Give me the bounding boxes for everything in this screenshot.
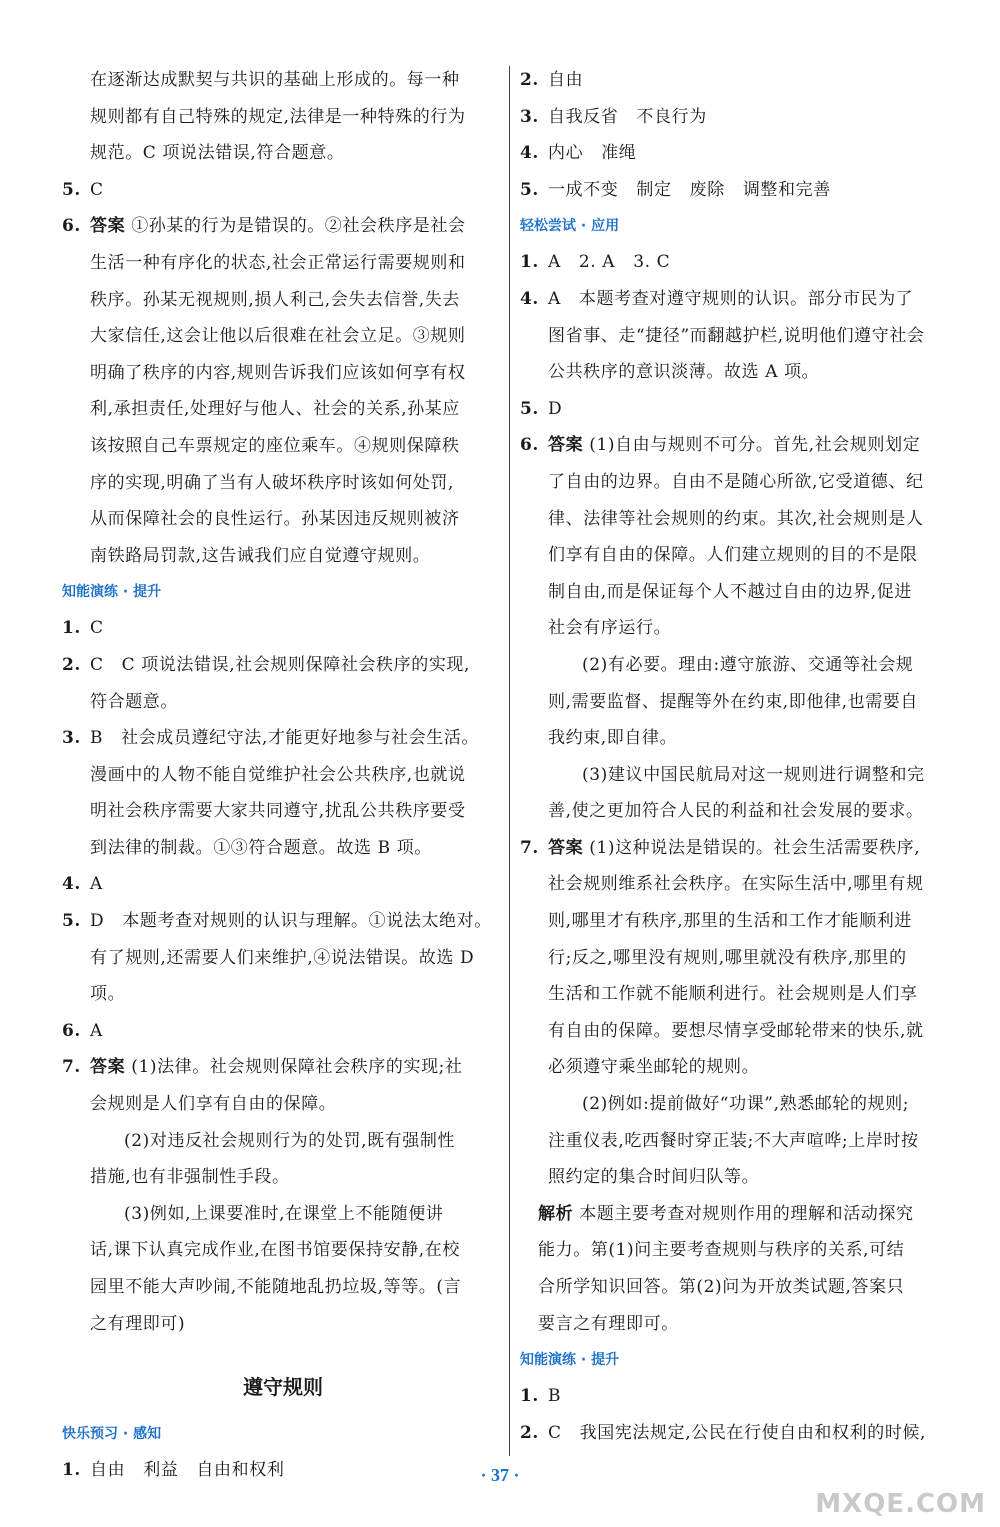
left-column — [62, 62, 504, 1489]
text-line — [548, 866, 952, 903]
line-text: 会规则是人们享有自由的保障。 — [90, 1094, 337, 1115]
question-number: 6. — [62, 1020, 81, 1041]
answer-text — [538, 1196, 952, 1342]
text-line — [90, 355, 504, 392]
text-line — [538, 1269, 952, 1306]
text-line — [90, 1049, 504, 1086]
question-number: 1. — [62, 618, 81, 639]
answer-text — [548, 1378, 952, 1415]
question-number: 6. — [520, 435, 539, 456]
line-text: 社会规则维系社会秩序。在实际生活中,哪里有规 — [548, 874, 924, 895]
line-text: 从而保障社会的良性运行。孙某因违反规则被济 — [90, 509, 460, 530]
answer-text — [90, 610, 504, 647]
line-text: 本题主要考查对规则作用的理解和活动探究 — [573, 1203, 914, 1224]
text-line — [90, 720, 504, 757]
answer-text — [90, 1013, 504, 1050]
text-line: 措施,也有非强制性手段。 — [90, 1167, 290, 1188]
line-text: D 本题考查对规则的认识与理解。①说法太绝对。 — [90, 911, 492, 932]
text-line — [548, 354, 952, 391]
text-line — [90, 208, 504, 245]
line-text: 要言之有理即可。 — [538, 1313, 679, 1334]
answer-item — [62, 1013, 504, 1050]
line-text: 则,哪里才有秩序,那里的生活和工作才能顺利进 — [548, 911, 913, 932]
answer-text — [548, 244, 952, 281]
answer-item — [520, 62, 952, 99]
answer-label: 答案 — [548, 435, 584, 456]
line-text: 有自由的保障。要想尽情享受邮轮带来的快乐,就 — [548, 1020, 924, 1041]
answer-item — [520, 1415, 952, 1452]
line-text: 图省事、走“捷径”而翻越护栏,说明他们遵守社会 — [548, 325, 925, 346]
answer-item — [62, 647, 504, 720]
line-text: 制自由,而是保证每个人不越过自由的边界,促进 — [548, 581, 913, 602]
answer-label: 解析 — [538, 1203, 574, 1224]
text-line — [90, 903, 504, 940]
text-line — [548, 427, 952, 464]
line-text: (1)这种说法是错误的。社会生活需要秩序, — [583, 837, 921, 858]
line-text: 律、法律等社会规则的约束。其次,社会规则是人 — [548, 508, 924, 529]
text-line: 我约束,即自律。 — [548, 728, 678, 749]
line-text: 符合题意。 — [90, 691, 178, 712]
text-line — [548, 1378, 952, 1415]
line-text: 社会有序运行。 — [548, 618, 672, 639]
answer-text — [90, 866, 504, 903]
question-number: 3. — [62, 728, 81, 749]
text-line — [548, 62, 952, 99]
answer-text — [548, 281, 952, 391]
answer-label: 答案 — [90, 1057, 126, 1078]
line-text: 自由 利益 自由和权利 — [90, 1460, 285, 1481]
answer-label: 答案 — [90, 216, 126, 237]
line-text: C — [90, 618, 104, 639]
text-line: (3)例如,上课要准时,在课堂上不能随便讲 — [124, 1203, 444, 1224]
text-line — [90, 940, 504, 1013]
line-text: D — [548, 398, 563, 419]
text-line — [90, 647, 504, 684]
analysis-block — [520, 1196, 952, 1342]
line-text: 明确了秩序的内容,规则告诉我们应该如何享有权 — [90, 362, 466, 383]
question-number: 2. — [520, 1422, 539, 1443]
question-number: 1. — [62, 1460, 81, 1481]
line-text: 自由 — [548, 70, 584, 90]
line-text: 公共秩序的意识淡薄。故选 A 项。 — [548, 362, 820, 383]
text-line: 话,课下认真完成作业,在图书馆要保持安静,在校 — [90, 1240, 461, 1261]
text-line — [90, 866, 504, 903]
line-text: A 本题考查对遵守规则的认识。部分市民为了 — [548, 288, 914, 309]
watermark-logo: MXQE.COM — [815, 1489, 986, 1519]
text-line — [548, 903, 952, 940]
text-line — [90, 538, 504, 575]
text-line — [548, 1049, 952, 1086]
answer-text — [548, 135, 952, 172]
text-line — [548, 830, 952, 867]
text-line — [538, 1306, 952, 1343]
question-number: 6. — [62, 216, 81, 237]
text-line — [90, 1013, 504, 1050]
text-line — [548, 135, 952, 172]
answer-item — [520, 830, 952, 1086]
text-line: 园里不能大声吵闹,不能随地乱扔垃圾,等等。(言 — [90, 1277, 462, 1297]
line-text: 能力。第(1)问主要考查规则与秩序的关系,可结 — [538, 1240, 905, 1261]
section-heading: 快乐预习 · 感知 — [62, 1426, 162, 1443]
answer-text — [548, 1415, 952, 1452]
question-number: 7. — [520, 837, 539, 858]
text-line: 照约定的集合时间归队等。 — [548, 1167, 760, 1188]
answer-item — [62, 903, 504, 1013]
text-line — [548, 574, 952, 611]
line-text: C — [90, 179, 104, 200]
line-text: 漫画中的人物不能自觉维护社会公共秩序,也就说 — [90, 764, 466, 785]
text-line: (3)建议中国民航局对这一规则进行调整和完 — [582, 764, 925, 785]
text-line — [548, 391, 952, 428]
text-line — [90, 830, 504, 867]
line-text: 序的实现,明确了当有人破坏秩序时该如何处罚, — [90, 472, 455, 493]
line-text: 生活一种有序化的状态,社会正常运行需要规则和 — [90, 252, 466, 273]
line-text: B 社会成员遵纪守法,才能更好地参与社会生活。 — [90, 728, 480, 749]
line-text: ①孙某的行为是错误的。②社会秩序是社会 — [125, 216, 466, 237]
text-line — [548, 976, 952, 1013]
answer-item — [62, 172, 504, 209]
question-number: 2. — [520, 70, 539, 90]
answer-item — [62, 1049, 504, 1122]
question-number: 4. — [520, 288, 539, 309]
line-text: 了自由的边界。自由不是随心所欲,它受道德、纪 — [548, 471, 924, 492]
answer-item — [520, 172, 952, 209]
answer-subparagraph — [548, 757, 952, 830]
lesson-title: 遵守规则 — [243, 1375, 323, 1400]
text-line — [548, 940, 952, 977]
line-text: 一成不变 制定 废除 调整和完善 — [548, 179, 831, 200]
text-line — [548, 281, 952, 318]
answer-item — [520, 427, 952, 647]
text-line — [90, 465, 504, 502]
line-text: 必须遵守乘坐邮轮的规则。 — [548, 1057, 760, 1078]
answer-text — [90, 1049, 504, 1122]
question-number: 5. — [62, 179, 81, 200]
answer-text — [90, 720, 504, 866]
text-line: 规范。C 项说法错误,符合题意。 — [90, 143, 345, 164]
answer-subparagraph — [90, 1123, 504, 1196]
question-number: 3. — [520, 106, 539, 127]
line-text: 们享有自由的保障。人们建立规则的目的不是限 — [548, 545, 918, 566]
answer-text — [548, 427, 952, 647]
section-heading: 知能演练 · 提升 — [62, 584, 162, 601]
answer-item — [520, 99, 952, 136]
answer-text — [90, 647, 504, 720]
question-number: 7. — [62, 1057, 81, 1078]
text-line: 则,需要监督、提醒等外在约束,即他律,也需要自 — [548, 691, 919, 712]
answer-text — [90, 903, 504, 1013]
text-line — [548, 244, 952, 281]
line-text: 南铁路局罚款,这告诫我们应自觉遵守规则。 — [90, 545, 431, 566]
column-divider — [509, 66, 510, 1456]
text-line: 之有理即可) — [90, 1313, 186, 1334]
line-text: A 2. A 3. C — [548, 252, 671, 273]
answer-item — [62, 610, 504, 647]
text-line — [548, 501, 952, 538]
question-number: 5. — [62, 911, 81, 932]
text-line — [90, 501, 504, 538]
text-line: (2)例如:提前做好“功课”,熟悉邮轮的规则; — [582, 1094, 910, 1115]
text-line — [90, 245, 504, 282]
question-number: 5. — [520, 179, 539, 200]
text-line — [548, 318, 952, 355]
section-heading: 轻松尝试 · 应用 — [520, 218, 620, 235]
line-text: 大家信任,这会让他以后很难在社会立足。③规则 — [90, 326, 466, 347]
answer-text — [548, 99, 952, 136]
answer-item — [62, 208, 504, 574]
text-line — [538, 1196, 952, 1233]
text-line: 规则都有自己特殊的规定,法律是一种特殊的行为 — [90, 106, 466, 127]
line-text: C C 项说法错误,社会规则保障社会秩序的实现, — [90, 654, 471, 675]
answer-label: 答案 — [548, 837, 584, 858]
line-text: 有了规则,还需要人们来维护,④说法错误。故选 D 项。 — [90, 947, 481, 1005]
answer-text — [90, 172, 504, 209]
text-line — [90, 318, 504, 355]
text-line — [548, 99, 952, 136]
text-line — [548, 1415, 952, 1452]
answer-text — [90, 208, 504, 574]
answer-continuation — [62, 62, 504, 172]
text-line — [538, 1232, 952, 1269]
text-line — [548, 537, 952, 574]
text-line — [548, 1013, 952, 1050]
line-text: (1)自由与规则不可分。首先,社会规则划定 — [583, 435, 921, 456]
answer-item — [520, 244, 952, 281]
section-heading: 知能演练 · 提升 — [520, 1352, 620, 1369]
answer-text — [548, 62, 952, 99]
text-line — [548, 610, 952, 647]
answer-text — [548, 391, 952, 428]
text-line — [548, 464, 952, 501]
line-text: 明社会秩序需要大家共同遵守,扰乱公共秩序要受 — [90, 801, 466, 822]
question-number: 1. — [520, 252, 539, 273]
answer-subparagraph — [90, 1196, 504, 1342]
answer-item — [520, 391, 952, 428]
answer-item — [62, 720, 504, 866]
line-text: C 我国宪法规定,公民在行使自由和权利的时候, — [548, 1422, 927, 1443]
text-line: (2)有必要。理由:遵守旅游、交通等社会规 — [582, 654, 914, 675]
text-line — [90, 1086, 504, 1123]
line-text: 内心 准绳 — [548, 143, 637, 164]
line-text: 自我反省 不良行为 — [548, 106, 707, 127]
line-text: 该按照自己车票规定的座位乘车。④规则保障秩 — [90, 435, 460, 456]
answer-item — [520, 1378, 952, 1415]
text-line — [90, 428, 504, 465]
line-text: A — [90, 1020, 103, 1041]
text-line: 善,使之更加符合人民的利益和社会发展的要求。 — [548, 801, 924, 822]
question-number: 1. — [520, 1386, 539, 1407]
answer-subparagraph — [548, 647, 952, 757]
text-line: (2)对违反社会规则行为的处罚,既有强制性 — [124, 1130, 456, 1151]
answer-item — [520, 281, 952, 391]
line-text: 秩序。孙某无视规则,损人利己,会失去信誉,失去 — [90, 289, 461, 310]
line-text: B — [548, 1386, 562, 1407]
question-number: 4. — [62, 874, 81, 895]
text-line — [90, 684, 504, 721]
answer-item — [62, 866, 504, 903]
text-line — [90, 757, 504, 794]
question-number: 4. — [520, 143, 539, 164]
text-line — [548, 172, 952, 209]
line-text: A — [90, 874, 103, 895]
page-number: · 37 · — [480, 1465, 520, 1485]
line-text: 合所学知识回答。第(2)问为开放类试题,答案只 — [538, 1277, 905, 1297]
answer-subparagraph — [548, 1086, 952, 1196]
line-text: (1)法律。社会规则保障社会秩序的实现;社 — [125, 1057, 463, 1078]
answer-text — [548, 830, 952, 1086]
line-text: 生活和工作就不能顺利进行。社会规则是人们享 — [548, 984, 918, 1005]
question-number: 5. — [520, 398, 539, 419]
question-number: 2. — [62, 654, 81, 675]
line-text: 利,承担责任,处理好与他人、社会的关系,孙某应 — [90, 399, 461, 420]
line-text: 行;反之,哪里没有规则,哪里就没有秩序,那里的 — [548, 947, 907, 968]
answer-text — [90, 62, 504, 172]
text-line — [90, 793, 504, 830]
answer-text — [548, 172, 952, 209]
text-line — [90, 391, 504, 428]
right-column — [520, 62, 952, 1451]
text-line — [90, 172, 504, 209]
text-line: 在逐渐达成默契与共识的基础上形成的。每一种 — [90, 70, 460, 90]
text-line — [90, 610, 504, 647]
line-text: 到法律的制裁。①③符合题意。故选 B 项。 — [90, 837, 432, 858]
text-line — [90, 282, 504, 319]
text-line: 注重仪表,吃西餐时穿正装;不大声喧哗;上岸时按 — [548, 1130, 919, 1151]
answer-item — [520, 135, 952, 172]
